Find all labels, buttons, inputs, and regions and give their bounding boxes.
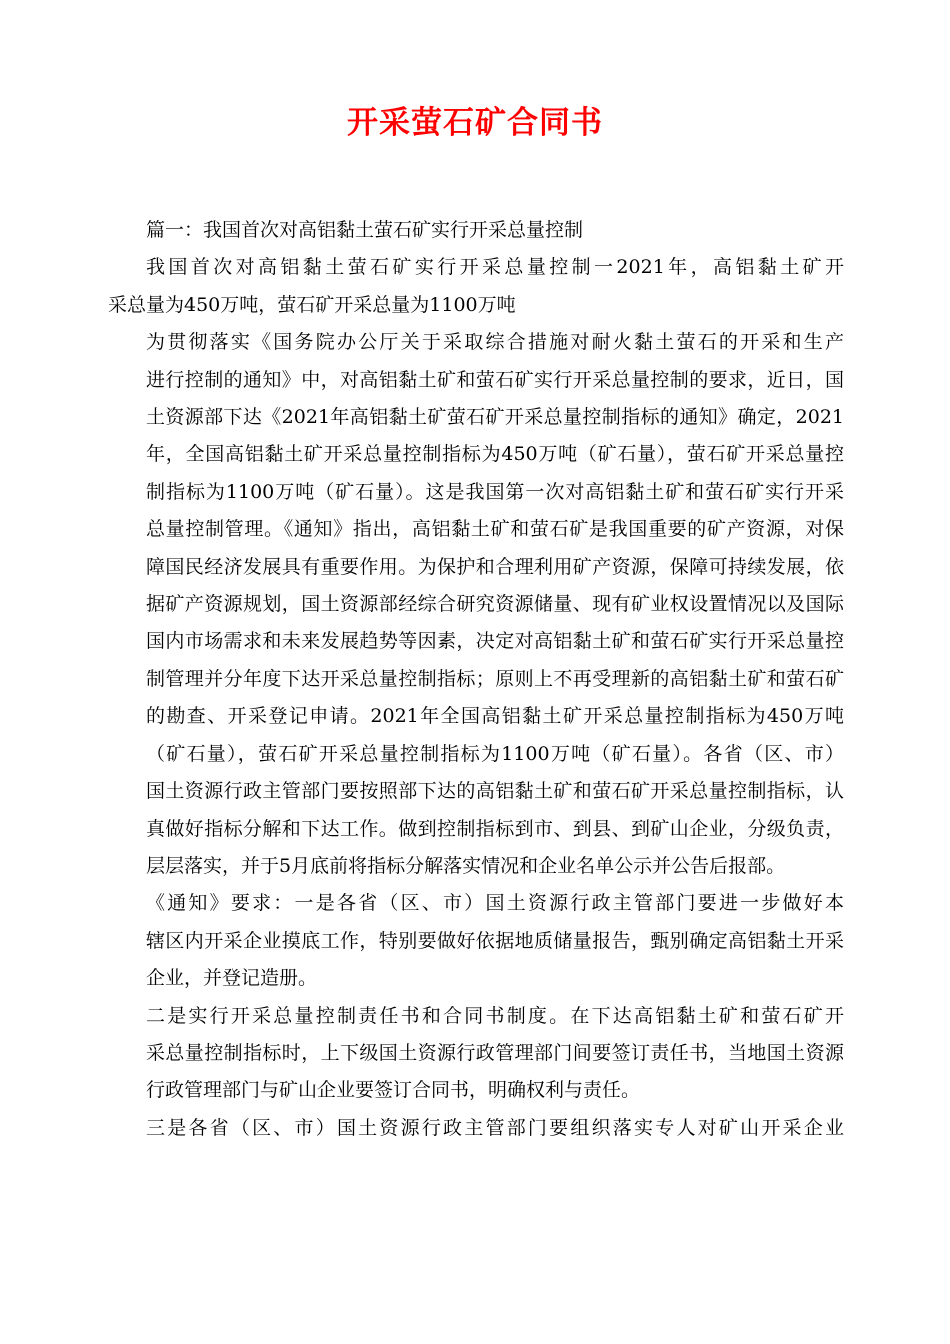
text-line: 总量控制管理。《通知》指出，高铝黏土矿和萤石矿是我国重要的矿产资源，对保 bbox=[146, 518, 844, 541]
text-line: 国内市场需求和未来发展趋势等因素，决定对高铝黏土矿和萤石矿实行开采总量控 bbox=[146, 630, 844, 653]
text-line: 进行控制的通知》中，对高铝黏土矿和萤石矿实行开采总量控制的要求，近日，国 bbox=[146, 368, 844, 391]
text-line: 真做好指标分解和下达工作。做到控制指标到市、到县、到矿山企业，分级负责， bbox=[146, 817, 844, 840]
text-line: 层层落实，并于5月底前将指标分解落实情况和企业名单公示并公告后报部。 bbox=[146, 854, 786, 877]
text-line: （矿石量），萤石矿开采总量控制指标为1100万吨（矿石量）。各省（区、市） bbox=[146, 742, 844, 765]
text-line: 的勘查、开采登记申请。2021年全国高铝黏土矿开采总量控制指标为450万吨 bbox=[146, 705, 844, 728]
document-body bbox=[108, 212, 844, 1147]
text-line: 障国民经济发展具有重要作用。为保护和合理利用矿产资源，保障可持续发展，依 bbox=[146, 555, 844, 578]
paragraph-body-2 bbox=[108, 885, 844, 997]
text-line: 辖区内开采企业摸底工作，特别要做好依据地质储量报告，甄别确定高铝黏土开采 bbox=[146, 929, 844, 952]
paragraph-body-3 bbox=[108, 998, 844, 1110]
paragraph-subtitle-2 bbox=[108, 287, 844, 324]
text-line: 《通知》要求：一是各省（区、市）国土资源行政主管部门要进一步做好本 bbox=[146, 892, 844, 915]
text-line: 制指标为1100万吨（矿石量）。这是我国第一次对高铝黏土矿和萤石矿实行开采 bbox=[146, 480, 844, 503]
text-line: 行政管理部门与矿山企业要签订合同书，明确权利与责任。 bbox=[146, 1079, 641, 1102]
text-line: 采总量控制指标时，上下级国土资源行政管理部门间要签订责任书，当地国土资源 bbox=[146, 1041, 844, 1064]
text-line: 为贯彻落实《国务院办公厅关于采取综合措施对耐火黏土萤石的开采和生产 bbox=[146, 331, 844, 354]
text-line: 三是各省（区、市）国土资源行政主管部门要组织落实专人对矿山开采企业 bbox=[146, 1116, 844, 1139]
text-line: 土资源部下达《2021年高铝黏土矿萤石矿开采总量控制指标的通知》确定，2021 bbox=[146, 406, 844, 429]
text-line: 企业，并登记造册。 bbox=[146, 967, 318, 990]
text-line: 国土资源行政主管部门要按照部下达的高铝黏土矿和萤石矿开采总量控制指标，认 bbox=[146, 780, 844, 803]
paragraph-body-1 bbox=[108, 324, 844, 885]
text-line: 篇一：我国首次对高铝黏土萤石矿实行开采总量控制 bbox=[146, 219, 584, 241]
paragraph-section-heading bbox=[108, 212, 844, 249]
text-line: 据矿产资源规划，国土资源部经综合研究资源储量、现有矿业权设置情况以及国际 bbox=[146, 593, 844, 616]
text-line: 采总量为450万吨，萤石矿开采总量为1100万吨 bbox=[108, 293, 516, 316]
text-line: 二是实行开采总量控制责任书和合同书制度。在下达高铝黏土矿和萤石矿开 bbox=[146, 1004, 844, 1027]
paragraph-body-4 bbox=[108, 1110, 844, 1147]
text-line: 制管理并分年度下达开采总量控制指标；原则上不再受理新的高铝黏土矿和萤石矿 bbox=[146, 667, 844, 690]
document-title: 开采萤石矿合同书 bbox=[347, 105, 603, 141]
text-line: 年，全国高铝黏土矿开采总量控制指标为450万吨（矿石量），萤石矿开采总量控 bbox=[146, 443, 844, 466]
text-line: 我国首次对高铝黏土萤石矿实行开采总量控制一2021年，高铝黏土矿开 bbox=[146, 256, 844, 279]
paragraph-subtitle-1 bbox=[108, 249, 844, 286]
